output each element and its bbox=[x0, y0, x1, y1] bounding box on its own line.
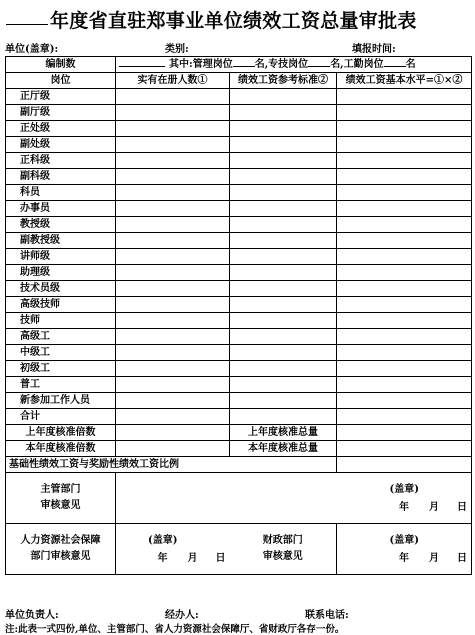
input-cell[interactable] bbox=[230, 313, 337, 329]
dept-approval-label bbox=[6, 473, 116, 524]
input-cell[interactable] bbox=[230, 265, 337, 281]
post-label: 讲师级 bbox=[6, 249, 116, 265]
input-cell[interactable] bbox=[337, 89, 472, 105]
dept-approval-row bbox=[6, 473, 472, 524]
fin-approval-cell[interactable] bbox=[337, 524, 472, 575]
post-row bbox=[6, 169, 472, 185]
post-label: 副厅级 bbox=[6, 105, 116, 121]
post-row bbox=[6, 265, 472, 281]
footnote: 注:此表一式四份,单位、主管部门、省人力资源社会保障厅、省财政厅各存一份。 bbox=[5, 624, 345, 635]
post-row bbox=[6, 249, 472, 265]
post-label: 正科级 bbox=[6, 153, 116, 169]
input-cell[interactable] bbox=[116, 185, 230, 201]
post-row bbox=[6, 217, 472, 233]
post-header: 岗位 bbox=[6, 73, 116, 89]
this-year-total-label: 本年度核准总量 bbox=[230, 441, 337, 457]
form-title bbox=[0, 4, 475, 34]
input-cell[interactable] bbox=[230, 393, 337, 409]
post-row bbox=[6, 361, 472, 377]
input-cell[interactable] bbox=[116, 281, 230, 297]
input-cell[interactable] bbox=[116, 393, 230, 409]
fill-time-label: 填报时间: bbox=[352, 44, 396, 55]
dept-approval-cell[interactable] bbox=[116, 473, 472, 524]
input-cell[interactable] bbox=[230, 297, 337, 313]
staffing-total-blank[interactable] bbox=[119, 58, 165, 67]
input-cell[interactable] bbox=[116, 345, 230, 361]
standard-header: 绩效工资参考标准② bbox=[230, 73, 337, 89]
input-cell[interactable] bbox=[337, 137, 472, 153]
input-cell[interactable] bbox=[337, 105, 472, 121]
input-cell[interactable] bbox=[230, 345, 337, 361]
post-row bbox=[6, 393, 472, 409]
handler-label: 经办人: bbox=[165, 610, 199, 621]
post-label: 副处级 bbox=[6, 137, 116, 153]
ratio-row bbox=[6, 457, 472, 473]
multiples-row bbox=[6, 441, 472, 457]
post-row bbox=[6, 329, 472, 345]
form-title-text: 年度省直驻郑事业单位绩效工资总量审批表 bbox=[50, 10, 417, 32]
input-cell[interactable] bbox=[337, 201, 472, 217]
fin-year: 年 bbox=[399, 553, 410, 564]
dept-year: 年 bbox=[399, 502, 410, 513]
post-row bbox=[6, 345, 472, 361]
input-cell[interactable] bbox=[116, 89, 230, 105]
hr-day: 日 bbox=[215, 553, 226, 564]
approval-table bbox=[5, 56, 472, 575]
staffing-breakdown: 其中:管理岗位 名,专技岗位 名,工勤岗位 名 bbox=[116, 57, 472, 73]
header-row bbox=[6, 73, 472, 89]
fin-stamp: (盖章) bbox=[389, 535, 420, 546]
ratio-label: 基础性绩效工资与奖励性绩效工资比例 bbox=[6, 457, 337, 473]
ratio-cell[interactable] bbox=[337, 457, 472, 473]
this-year-multiple-label: 本年度核准倍数 bbox=[6, 441, 116, 457]
dept-stamp: (盖章) bbox=[389, 484, 420, 495]
post-row bbox=[6, 297, 472, 313]
input-cell[interactable] bbox=[337, 361, 472, 377]
post-row bbox=[6, 89, 472, 105]
fin-month: 月 bbox=[429, 553, 440, 564]
post-label: 教授级 bbox=[6, 217, 116, 233]
fin-label-line1: 财政部门 bbox=[262, 535, 303, 546]
input-cell[interactable] bbox=[116, 329, 230, 345]
input-cell[interactable] bbox=[230, 137, 337, 153]
hr-approval-cell[interactable] bbox=[116, 524, 230, 575]
post-row bbox=[6, 409, 472, 425]
hr-label-line1: 人力资源社会保障 bbox=[20, 535, 101, 546]
input-cell[interactable] bbox=[230, 105, 337, 121]
input-cell[interactable] bbox=[337, 153, 472, 169]
post-row bbox=[6, 313, 472, 329]
input-cell[interactable] bbox=[337, 409, 472, 425]
dept-label-line1: 主管部门 bbox=[40, 484, 81, 495]
this-year-total-cell[interactable] bbox=[337, 441, 472, 457]
input-cell[interactable] bbox=[230, 217, 337, 233]
post-label: 高级技师 bbox=[6, 297, 116, 313]
post-label: 新参加工作人员 bbox=[6, 393, 116, 409]
input-cell[interactable] bbox=[230, 185, 337, 201]
post-row bbox=[6, 281, 472, 297]
level-header: 绩效工资基本水平=①×② bbox=[337, 73, 472, 89]
input-cell[interactable] bbox=[230, 201, 337, 217]
staffing-row bbox=[6, 57, 472, 73]
input-cell[interactable] bbox=[230, 89, 337, 105]
input-cell[interactable] bbox=[116, 249, 230, 265]
input-cell[interactable] bbox=[116, 233, 230, 249]
post-row bbox=[6, 121, 472, 137]
input-cell[interactable] bbox=[116, 265, 230, 281]
input-cell[interactable] bbox=[116, 377, 230, 393]
input-cell[interactable] bbox=[230, 249, 337, 265]
responsible-label: 单位负责人: bbox=[5, 610, 59, 621]
post-label: 中级工 bbox=[6, 345, 116, 361]
last-year-multiple-cell[interactable] bbox=[116, 425, 230, 441]
hr-approval-label bbox=[6, 524, 116, 575]
input-cell[interactable] bbox=[230, 233, 337, 249]
input-cell[interactable] bbox=[116, 409, 230, 425]
post-label: 正处级 bbox=[6, 121, 116, 137]
post-label: 副教授级 bbox=[6, 233, 116, 249]
last-year-total-cell[interactable] bbox=[337, 425, 472, 441]
multiples-row bbox=[6, 425, 472, 441]
post-row bbox=[6, 185, 472, 201]
input-cell[interactable] bbox=[230, 361, 337, 377]
post-label: 办事员 bbox=[6, 201, 116, 217]
fin-approval-label bbox=[230, 524, 337, 575]
unit-label: 单位(盖章): bbox=[5, 44, 59, 55]
post-label: 技师 bbox=[6, 313, 116, 329]
input-cell[interactable] bbox=[337, 265, 472, 281]
input-cell[interactable] bbox=[230, 377, 337, 393]
post-label: 普工 bbox=[6, 377, 116, 393]
post-label: 技术员级 bbox=[6, 281, 116, 297]
input-cell[interactable] bbox=[337, 377, 472, 393]
post-label: 高级工 bbox=[6, 329, 116, 345]
hr-label-line2: 部门审核意见 bbox=[30, 551, 91, 562]
post-row bbox=[6, 105, 472, 121]
input-cell[interactable] bbox=[337, 233, 472, 249]
input-cell[interactable] bbox=[116, 121, 230, 137]
input-cell[interactable] bbox=[116, 361, 230, 377]
mgmt-blank[interactable] bbox=[233, 58, 255, 67]
input-cell[interactable] bbox=[337, 393, 472, 409]
input-cell[interactable] bbox=[230, 169, 337, 185]
post-row bbox=[6, 137, 472, 153]
year-blank[interactable] bbox=[6, 24, 48, 25]
post-label: 科员 bbox=[6, 185, 116, 201]
hr-stamp: (盖章) bbox=[148, 535, 178, 546]
post-row bbox=[6, 377, 472, 393]
post-label: 助理级 bbox=[6, 265, 116, 281]
tech-blank[interactable] bbox=[308, 58, 330, 67]
staffing-label: 编制数 bbox=[6, 57, 116, 73]
input-cell[interactable] bbox=[337, 121, 472, 137]
input-cell[interactable] bbox=[337, 297, 472, 313]
dept-month: 月 bbox=[429, 502, 440, 513]
post-row bbox=[6, 201, 472, 217]
input-cell[interactable] bbox=[337, 281, 472, 297]
post-row bbox=[6, 153, 472, 169]
input-cell[interactable] bbox=[116, 153, 230, 169]
input-cell[interactable] bbox=[116, 313, 230, 329]
input-cell[interactable] bbox=[337, 185, 472, 201]
hr-month: 月 bbox=[187, 553, 198, 564]
input-cell[interactable] bbox=[337, 345, 472, 361]
input-cell[interactable] bbox=[116, 137, 230, 153]
input-cell[interactable] bbox=[230, 329, 337, 345]
count-header: 实有在册人数① bbox=[116, 73, 230, 89]
fin-day: 日 bbox=[457, 553, 468, 564]
input-cell[interactable] bbox=[337, 217, 472, 233]
post-label: 正厅级 bbox=[6, 89, 116, 105]
fin-label-line2: 审核意见 bbox=[262, 551, 303, 562]
input-cell[interactable] bbox=[116, 217, 230, 233]
last-year-total-label: 上年度核准总量 bbox=[230, 425, 337, 441]
input-cell[interactable] bbox=[230, 121, 337, 137]
input-cell[interactable] bbox=[230, 409, 337, 425]
last-year-multiple-label: 上年度核准倍数 bbox=[6, 425, 116, 441]
hr-fin-approval-row bbox=[6, 524, 472, 575]
input-cell[interactable] bbox=[337, 329, 472, 345]
post-label: 副科级 bbox=[6, 169, 116, 185]
post-label: 初级工 bbox=[6, 361, 116, 377]
input-cell[interactable] bbox=[337, 249, 472, 265]
input-cell[interactable] bbox=[116, 201, 230, 217]
input-cell[interactable] bbox=[116, 169, 230, 185]
input-cell[interactable] bbox=[230, 153, 337, 169]
worker-blank[interactable] bbox=[384, 58, 406, 67]
hr-year: 年 bbox=[157, 553, 168, 564]
dept-label-line2: 审核意见 bbox=[40, 500, 81, 511]
input-cell[interactable] bbox=[337, 313, 472, 329]
input-cell[interactable] bbox=[116, 297, 230, 313]
phone-label: 联系电话: bbox=[305, 610, 349, 621]
post-row bbox=[6, 233, 472, 249]
input-cell[interactable] bbox=[337, 169, 472, 185]
this-year-multiple-cell[interactable] bbox=[116, 441, 230, 457]
category-label: 类别: bbox=[165, 44, 189, 55]
input-cell[interactable] bbox=[230, 281, 337, 297]
post-label: 合计 bbox=[6, 409, 116, 425]
input-cell[interactable] bbox=[116, 105, 230, 121]
dept-day: 日 bbox=[457, 502, 468, 513]
